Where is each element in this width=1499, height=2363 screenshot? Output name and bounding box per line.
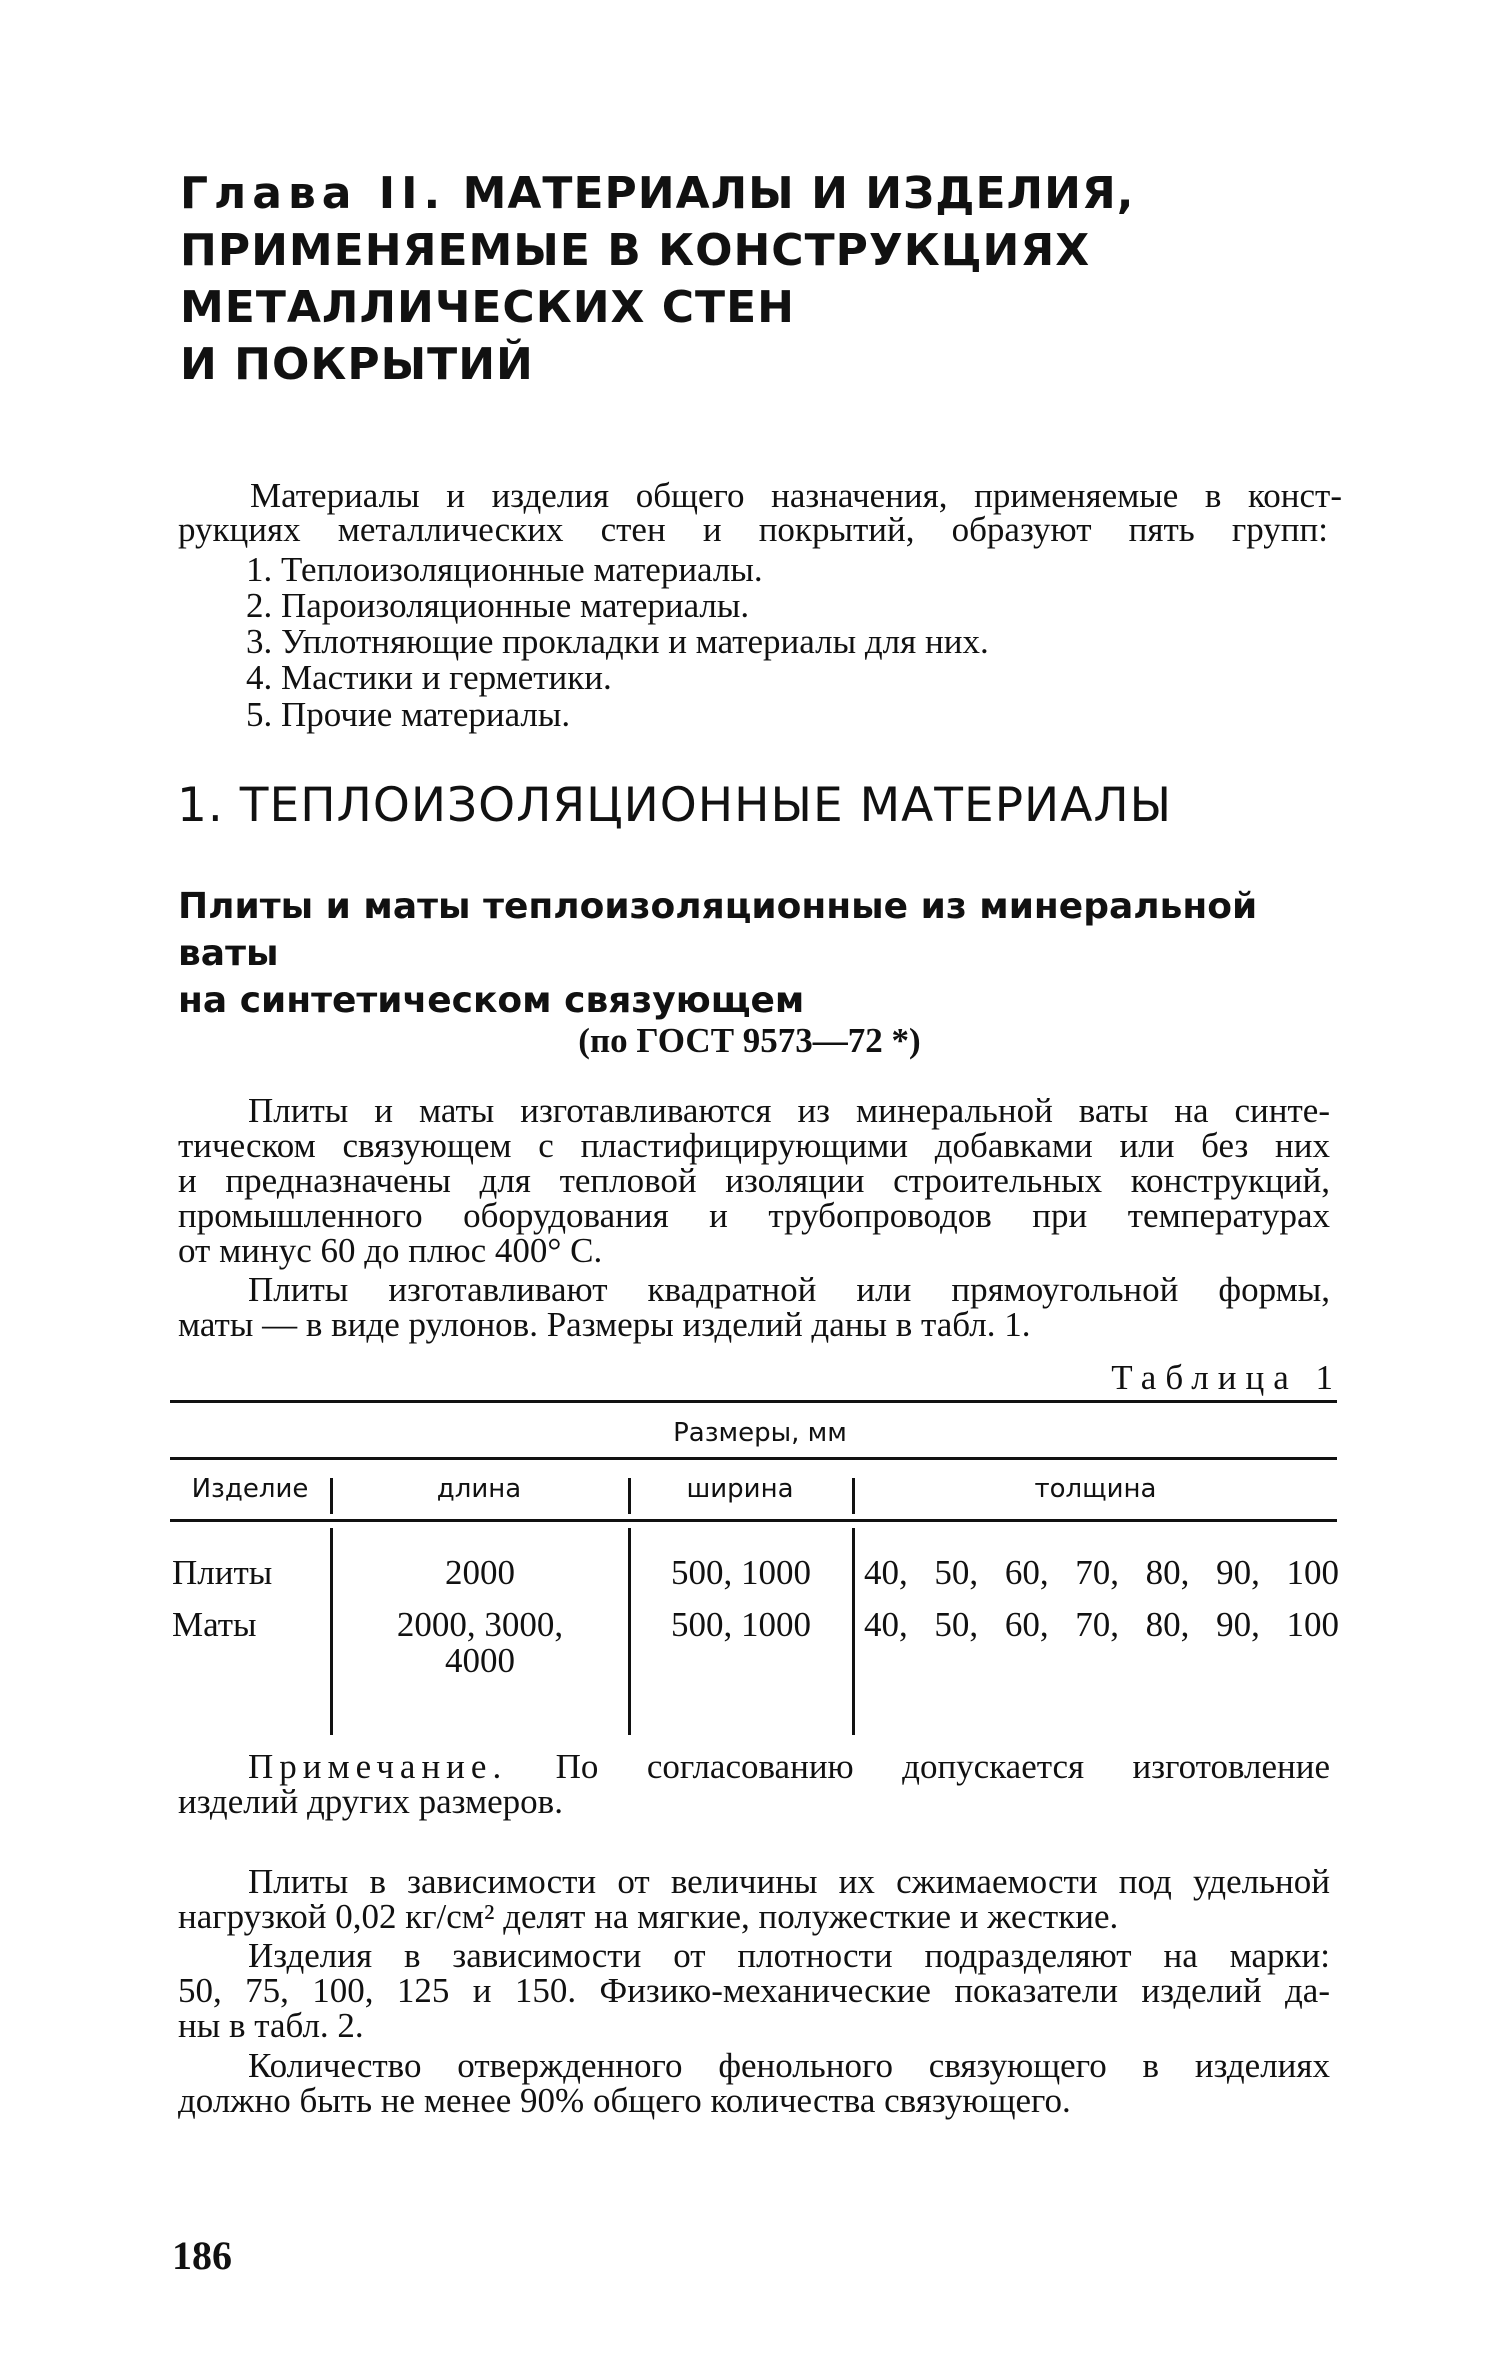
section-title: 1. ТЕПЛОИЗОЛЯЦИОННЫЕ МАТЕРИАЛЫ — [177, 778, 1173, 833]
intro-list-item: 2. Пароизоляционные материалы. — [246, 586, 750, 625]
table-cell-product: Плиты — [172, 1553, 273, 1592]
table-column-divider — [628, 1528, 631, 1735]
table-header-divider — [330, 1478, 333, 1514]
para2-line-1: Плиты изготавливают квадратной или прямоугольной формы, — [248, 1270, 1330, 1309]
intro-list-item: 4. Мастики и герметики. — [246, 658, 612, 697]
para4-line-2: 50, 75, 100, 125 и 150. Физико-механические показатели изделий да- — [178, 1971, 1330, 2010]
chapter-heading-line-2: ПРИМЕНЯЕМЫЕ В КОНСТРУКЦИЯХ — [180, 225, 1091, 276]
table-cell-product: Маты — [172, 1605, 257, 1644]
table-cell-length: 2000, 3000, — [396, 1605, 564, 1644]
para2-line-2: маты — в виде рулонов. Размеры изделий даны в табл. 1. — [178, 1305, 1031, 1344]
intro-list-item: 1. Теплоизоляционные материалы. — [246, 550, 763, 589]
intro-line-2: рукциях металлических стен и покрытий, образуют пять групп: — [178, 510, 1328, 549]
para5-line-1: Количество отвержденного фенольного связующего в изделиях — [248, 2046, 1330, 2085]
table-caption: Таблица 1 — [1111, 1358, 1342, 1397]
para1-line-2: тическом связующем с пластифицирующими добавками или без них — [178, 1126, 1330, 1165]
para3-line-2: нагрузкой 0,02 кг/см² делят на мягкие, полужесткие и жесткие. — [178, 1897, 1119, 1936]
table-column-divider — [330, 1528, 333, 1735]
chapter-label: Глава II. — [180, 168, 447, 219]
intro-line-1: Материалы и изделия общего назначения, применяемые в конст- — [250, 476, 1342, 515]
chapter-heading-line-3: МЕТАЛЛИЧЕСКИХ СТЕН — [180, 282, 795, 333]
table-rule — [170, 1519, 1337, 1522]
table-top-rule — [170, 1400, 1337, 1403]
table-note-line-1: Примечание. По согласованию допускается изготовление — [248, 1747, 1331, 1786]
table-header-length: длина — [436, 1474, 522, 1504]
para4-line-1: Изделия в зависимости от плотности подразделяют на марки: — [248, 1936, 1330, 1975]
table-column-divider — [852, 1528, 855, 1735]
gost-reference: (по ГОСТ 9573—72 *) — [578, 1021, 921, 1060]
note-label: Примечание. — [248, 1747, 508, 1786]
subsection-title: Плиты и маты теплоизоляционные из минеральной ваты на синтетическом связующем — [178, 886, 1258, 1021]
table-cell-thickness: 40, 50, 60, 70, 80, 90, 100 — [864, 1553, 1339, 1592]
chapter-heading-line-1: Глава II. МАТЕРИАЛЫ И ИЗДЕЛИЯ, — [180, 168, 1135, 219]
table-cell-width: 500, 1000 — [671, 1553, 811, 1592]
table-group-header: Размеры, мм — [673, 1418, 847, 1448]
table-header-product: Изделие — [191, 1474, 309, 1504]
intro-list-item: 5. Прочие материалы. — [246, 695, 571, 734]
intro-list-item: 3. Уплотняющие прокладки и материалы для них. — [246, 622, 989, 661]
table-cell-length: 2000 — [445, 1553, 515, 1592]
page-number: 186 — [172, 2233, 232, 2278]
para1-line-4: промышленного оборудования и трубопроводов при температурах — [178, 1196, 1330, 1235]
table-header-thickness: толщина — [1034, 1474, 1157, 1504]
table-header-divider — [852, 1478, 855, 1514]
table-cell-thickness: 40, 50, 60, 70, 80, 90, 100 — [864, 1605, 1339, 1644]
para5-line-2: должно быть не менее 90% общего количества связующего. — [178, 2081, 1071, 2120]
para1-line-1: Плиты и маты изготавливаются из минеральной ваты на синте- — [248, 1091, 1330, 1130]
para1-line-5: от минус 60 до плюс 400° С. — [178, 1231, 603, 1270]
table-rule — [170, 1457, 1337, 1460]
table-note-line-2: изделий других размеров. — [178, 1782, 563, 1821]
table-cell-width: 500, 1000 — [671, 1605, 811, 1644]
table-header-width: ширина — [686, 1474, 794, 1504]
table-header-divider — [628, 1478, 631, 1514]
para1-line-3: и предназначены для тепловой изоляции строительных конструкций, — [178, 1161, 1330, 1200]
chapter-heading — [180, 165, 1330, 393]
para3-line-1: Плиты в зависимости от величины их сжимаемости под удельной — [248, 1862, 1330, 1901]
table-cell-length-cont: 4000 — [445, 1641, 515, 1680]
chapter-heading-line-4: И ПОКРЫТИЙ — [180, 339, 534, 390]
para4-line-3: ны в табл. 2. — [178, 2006, 364, 2045]
